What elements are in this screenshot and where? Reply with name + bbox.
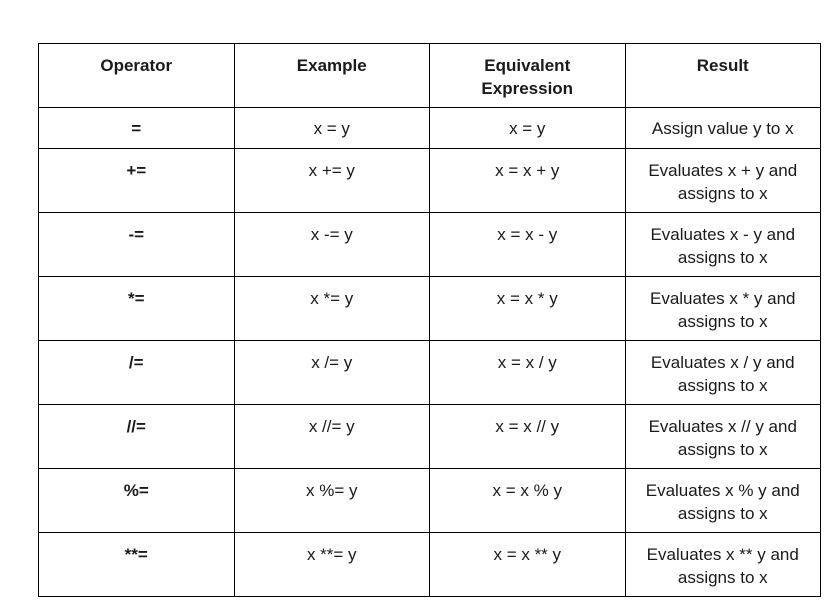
cell-operator: = bbox=[39, 108, 235, 149]
cell-result: Evaluates x * y and assigns to x bbox=[625, 277, 821, 341]
cell-result: Evaluates x ** y and assigns to x bbox=[625, 533, 821, 597]
cell-result: Evaluates x / y and assigns to x bbox=[625, 341, 821, 405]
table-row bbox=[39, 533, 821, 597]
cell-operator: -= bbox=[39, 213, 235, 277]
cell-operator: %= bbox=[39, 469, 235, 533]
header-result: Result bbox=[625, 44, 821, 108]
header-operator: Operator bbox=[39, 44, 235, 108]
header-equivalent-expression: Equivalent Expression bbox=[430, 44, 626, 108]
cell-operator: **= bbox=[39, 533, 235, 597]
table-row bbox=[39, 341, 821, 405]
table-body bbox=[39, 108, 821, 597]
cell-equivalent: x = x * y bbox=[430, 277, 626, 341]
cell-example: x %= y bbox=[234, 469, 430, 533]
table-row bbox=[39, 469, 821, 533]
table-row bbox=[39, 405, 821, 469]
cell-result: Assign value y to x bbox=[625, 108, 821, 149]
cell-equivalent: x = x + y bbox=[430, 149, 626, 213]
cell-equivalent: x = x // y bbox=[430, 405, 626, 469]
cell-equivalent: x = x - y bbox=[430, 213, 626, 277]
cell-operator: += bbox=[39, 149, 235, 213]
cell-example: x = y bbox=[234, 108, 430, 149]
table-row bbox=[39, 277, 821, 341]
cell-result: Evaluates x // y and assigns to x bbox=[625, 405, 821, 469]
header-row bbox=[39, 44, 821, 108]
cell-example: x *= y bbox=[234, 277, 430, 341]
cell-example: x //= y bbox=[234, 405, 430, 469]
cell-equivalent: x = x ** y bbox=[430, 533, 626, 597]
cell-example: x -= y bbox=[234, 213, 430, 277]
table-row bbox=[39, 149, 821, 213]
cell-equivalent: x = x % y bbox=[430, 469, 626, 533]
cell-example: x /= y bbox=[234, 341, 430, 405]
cell-result: Evaluates x - y and assigns to x bbox=[625, 213, 821, 277]
assignment-operators-table bbox=[38, 43, 821, 597]
header-example: Example bbox=[234, 44, 430, 108]
cell-example: x += y bbox=[234, 149, 430, 213]
table-row bbox=[39, 213, 821, 277]
table-row bbox=[39, 108, 821, 149]
cell-operator: *= bbox=[39, 277, 235, 341]
cell-equivalent: x = y bbox=[430, 108, 626, 149]
table-header bbox=[39, 44, 821, 108]
cell-operator: /= bbox=[39, 341, 235, 405]
cell-equivalent: x = x / y bbox=[430, 341, 626, 405]
cell-result: Evaluates x + y and assigns to x bbox=[625, 149, 821, 213]
cell-example: x **= y bbox=[234, 533, 430, 597]
cell-operator: //= bbox=[39, 405, 235, 469]
cell-result: Evaluates x % y and assigns to x bbox=[625, 469, 821, 533]
